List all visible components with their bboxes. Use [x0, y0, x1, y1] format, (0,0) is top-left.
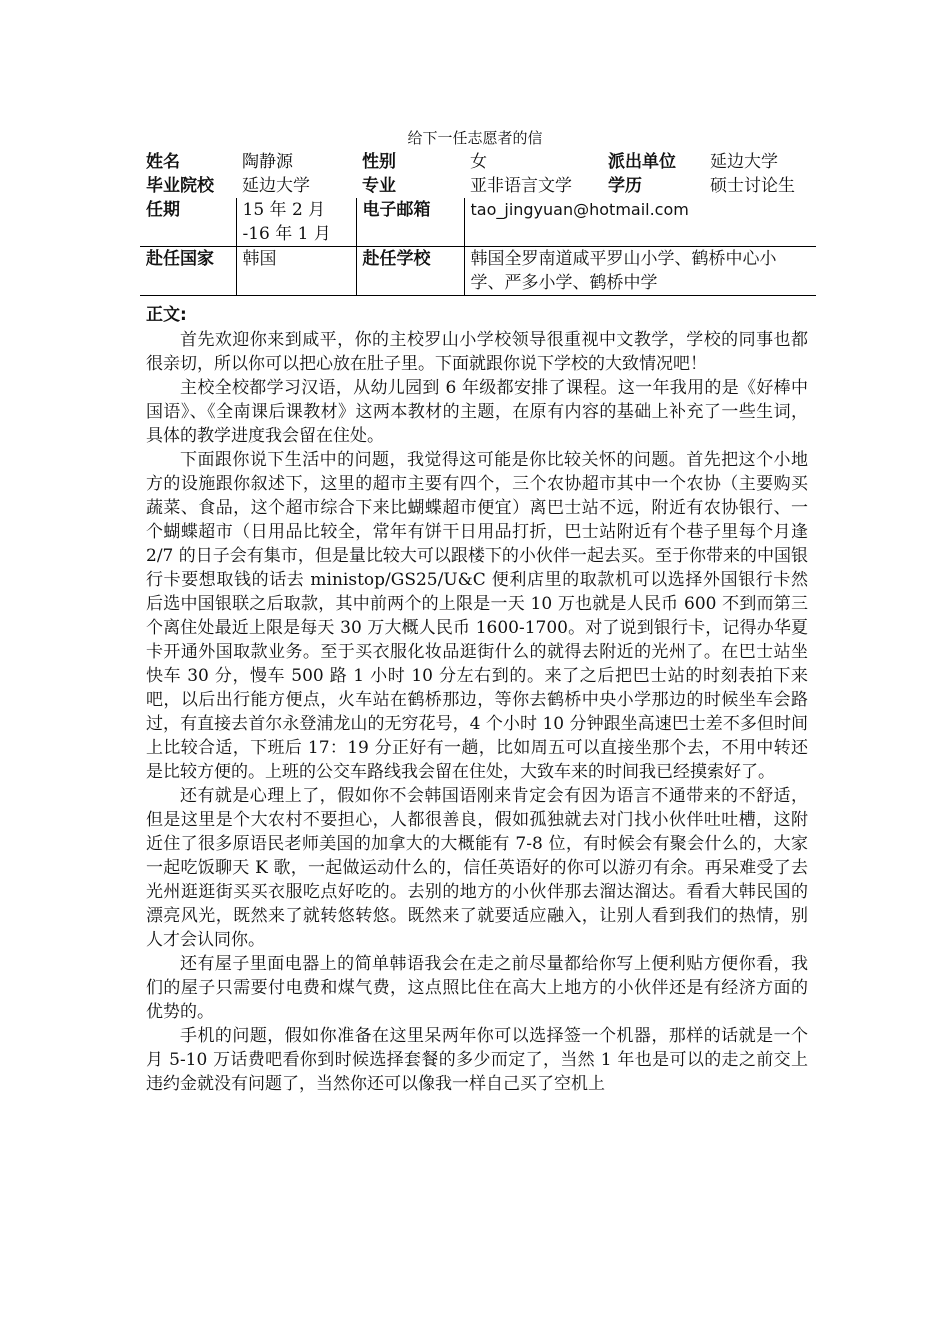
major-label: 专业: [362, 176, 396, 196]
gender-label: 性别: [362, 152, 396, 172]
name-label: 姓名: [146, 152, 180, 172]
degree-label: 学历: [608, 176, 642, 196]
posting-label: 赴任学校: [356, 247, 464, 296]
country-value: 韩国: [236, 247, 356, 296]
volunteer-info-table: [140, 150, 816, 296]
school-label: 毕业院校: [146, 176, 214, 196]
body-label: 正文:: [146, 305, 187, 325]
gender-value: 女: [470, 152, 487, 172]
posting-value: 韩国全罗南道咸平罗山小学、鹤桥中心小学、严多小学、鹤桥中学: [464, 247, 816, 296]
email-label: 电子邮箱: [356, 198, 464, 247]
country-label: 赴任国家: [140, 247, 236, 296]
degree-value: 硕士讨论生: [710, 176, 795, 196]
letter-body: [146, 328, 808, 1096]
paragraph-3: 下面跟你说下生活中的问题，我觉得这可能是你比较关怀的问题。首先把这个小地方的设施跟你叙述下，这里的超市主要有四个，三个农协超市其中一个农协（主要购买蔬菜、食品，这个超市综合下来比蝴蝶超市便宜）离巴士站不远，附近有农协银行、一个蝴蝶超市（日用品比较全，常年有饼干日用品打折，巴士站附近有个巷子里每个月逢 2/7 的日子会有集市，但是量比较大可以跟楼下的小伙伴一起去买。至于你带来的中国银行卡要想取钱的话去 ministop/GS25/U&C 便利店里的取款机可以选择外国银行卡然后选中国银联之后取款，其中前两个的上限是一天 10 万也就是人民币 600 不到而第三个离住处最近上限是每天 30 万大概人民币 1600-1700。对了说到银行卡，记得办华夏卡开通外国取款业务。至于买衣服化妆品逛街什么的就得去附近的光州了。在巴士站坐快车 30 分，慢车 500 路 1 小时 10 分左右到的。来了之后把巴士站的时刻表拍下来吧，以后出行能方便点，火车站在鹤桥那边，等你去鹤桥中央小学那边的时候坐车会路过，有直接去首尔永登浦龙山的无穷花号，4 个小时 10 分钟跟坐高速巴士差不多但时间上比较合适，下班后 17：19 分正好有一趟，比如周五可以直接坐那个去，不用中转还是比较方便的。上班的公交车路线我会留在住处，大致车来的时间我已经摸索好了。: [146, 450, 808, 782]
paragraph-4: 还有就是心理上了，假如你不会韩国语刚来肯定会有因为语言不通带来的不舒适，但是这里是个大农村不要担心，人都很善良，假如孤独就去对门找小伙伴吐吐槽，这附近住了很多原语民老师美国的加拿大的大概能有 7-8 位，有时候会有聚会什么的，大家一起吃饭聊天 K 歌，一起做运动什么的，信任英语好的你可以游刃有余。再呆难受了去光州逛逛街买买衣服吃点好吃的。去别的地方的小伙伴那去溜达溜达。看看大韩民国的漂亮风光，既然来了就转悠转悠。既然来了就要适应融入，让别人看到我们的热情，别人才会认同你。: [146, 786, 808, 950]
paragraph-6: 手机的问题，假如你准备在这里呆两年你可以选择签一个机器，那样的话就是一个月 5-10 万话费吧看你到时候选择套餐的多少而定了，当然 1 年也是可以的走之前交上违约金就没有问题了，当然你还可以像我一样自己买了空机上: [146, 1026, 808, 1094]
info-row-2: [140, 174, 816, 198]
school-value: 延边大学: [242, 176, 310, 196]
paragraph-5: 还有屋子里面电器上的简单韩语我会在走之前尽量都给你写上便利贴方便你看，我们的屋子只需要付电费和煤气费，这点照比住在高大上地方的小伙伴还是有经济方面的优势的。: [146, 954, 808, 1022]
paragraph-1: 首先欢迎你来到咸平，你的主校罗山小学校领导很重视中文教学，学校的同事也都很亲切，所以你可以把心放在肚子里。下面就跟你说下学校的大致情况吧！: [146, 330, 808, 374]
term-value: 15 年 2 月 -16 年 1 月: [236, 198, 356, 247]
document-title: 给下一任志愿者的信: [407, 129, 543, 147]
info-row-1: [140, 150, 816, 174]
unit-value: 延边大学: [710, 152, 778, 172]
paragraph-2: 主校全校都学习汉语，从幼儿园到 6 年级都安排了课程。这一年我用的是《好棒中国语》、《全南课后课教材》这两本教材的主题，在原有内容的基础上补充了一些生词，具体的教学进度我会留在住处。: [146, 378, 808, 446]
email-value: tao_jingyuan@hotmail.com: [464, 198, 816, 247]
info-row-3: [140, 198, 816, 247]
name-value: 陶静源: [242, 152, 293, 172]
major-value: 亚非语言文学: [470, 176, 572, 196]
term-label: 任期: [146, 200, 180, 220]
unit-label: 派出单位: [608, 152, 676, 172]
info-row-4: [140, 247, 816, 296]
